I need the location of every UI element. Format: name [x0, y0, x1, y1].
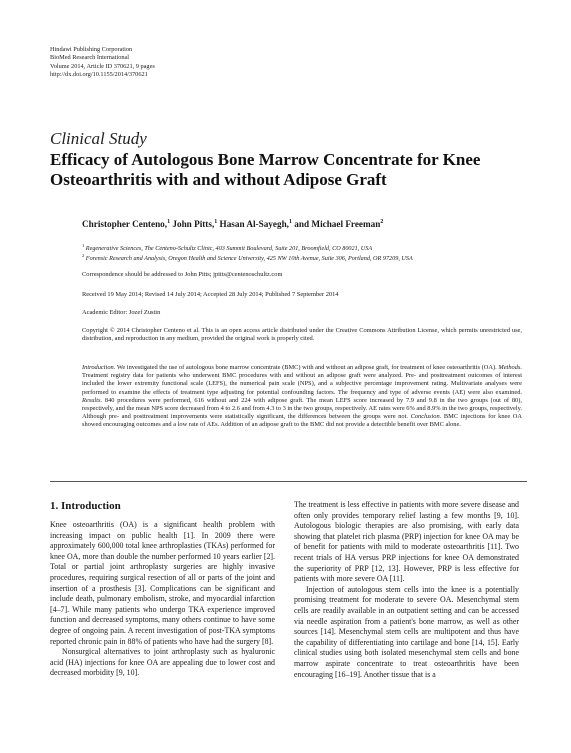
abstract-intro-label: Introduction.: [82, 364, 116, 371]
abstract-methods: Treatment registry data for patients who underwent BMC procedures with and without an adipose graft were analyzed. Pre- and posttreatment outcomes of interest included the lower extremity functional scale (LEFS), the numerical pain scale (NPS), and a subjective percentage improvement rating. Multivariate analyses were performed to examine the effects of treatment type adjusting for potential confounding factors. The frequency and type of adverse events (AE) were also examined.: [82, 372, 522, 396]
author-name: Hasan Al-Sayegh,: [219, 219, 289, 230]
body-paragraph: The treatment is less effective in patients with more severe disease and often only provides temporary relief lasting a few months [9, 10]. Autologous biologic therapies are also promising, with early data showing that platelet rich plasma (PRP) injection for knee OA may be of benefit for patients with mild to moderate osteoarthritis [11]. Two recent trials of HA versus PRP injections for knee OA demonstrated the superiority of PRP [12, 13]. However, PRP is less effective for patients with more severe OA [11].: [294, 500, 519, 584]
abstract-results: 840 procedures were performed, 616 without and 224 with adipose graft. The mean LEFS score increased by 7.9 and 9.8 in the two groups (out of 80), respectively, and the mean NPS score decreased from 4 to 2.6 and from 4.3 to 3 in the two groups, respectively. AE rates were 6% and 8.9% in the two groups, respectively. Although pre- and posttreatment improvements were statistically significant, the differences between the groups were not.: [82, 396, 522, 421]
journal-name: BioMed Research International: [50, 54, 130, 62]
publisher-name: Hindawi Publishing Corporation: [50, 46, 133, 53]
abstract-methods-label: Methods.: [498, 364, 522, 371]
affiliation-mark: 1: [82, 243, 85, 248]
author-list: [82, 219, 383, 229]
left-column: [50, 520, 275, 679]
doi-link[interactable]: http://dx.doi.org/10.1155/2014/370621: [50, 71, 148, 79]
copyright-notice: Copyright © 2014 Christopher Centeno et al. This is an open access article distributed under the Creative Commons Attribution License, which permits unrestricted use, distribution, and reproduction in any medium, provided the original work is properly cited.: [82, 327, 522, 343]
abstract: [82, 364, 522, 430]
abstract-intro: We investigated the use of autologous bone marrow concentrate (BMC) with and without an adipose graft, for treatment of knee osteoarthritis (OA).: [116, 364, 497, 371]
abstract-results-label: Results.: [82, 396, 103, 404]
author-affil-mark: 1: [214, 219, 218, 225]
author-affil-mark: 1: [288, 219, 292, 225]
author-name: and Michael Freeman: [294, 219, 381, 230]
article-title: Efficacy of Autologous Bone Marrow Concentrate for Knee Osteoarthritis with and without Adipose Graft: [50, 150, 481, 189]
academic-editor: Academic Editor: Jozef Zustin: [82, 309, 161, 316]
author-affil-mark: 2: [380, 219, 384, 225]
publisher-header: [50, 46, 155, 80]
body-paragraph: Knee osteoarthritis (OA) is a significant health problem with increasing impact on public health [1]. In 2009 there were approximately 600,000 total knee arthroplasties (TKAs) performed for knee OA, more than double the number performed 10 years earlier [2]. Total or partial joint arthroplasty surgeries are highly invasive procedures, requiring surgical resection of all or parts of the joint and insertion of a prosthesis [3]. Complications can be significant and include death, pulmonary embolism, stroke, and myocardial infarction [4–7]. While many patients who undergo TKA experience improved function and decreased symptoms, many others continue to have some degree of ongoing pain. A recent investigation of post-TKA symptoms reported chronic pain in 88% of patients who have had the surgery [8].: [50, 520, 275, 646]
article-type: Clinical Study: [50, 129, 147, 148]
body-paragraph: Injection of autologous stem cells into the knee is a potentially promising treatment for moderate to severe OA. Mesenchymal stem cells are readily available in an outpatient setting and can be accessed via needle aspiration from a patient's bone marrow, as well as other sources [14]. Mesenchymal stem cells are multipotent and thus have the capability of differentiating into cartilage and bone [14, 15]. Early clinical studies using both isolated mesenchymal stem cells and bone marrow aspirate concentrate to treat osteoarthritis have been encouraging [16–19]. Another tissue that is a: [294, 584, 519, 679]
section-divider: [50, 481, 527, 482]
affiliation-text: Forensic Research and Analysis, Oregon Health and Science University, 425 NW 10th Avenue, Suite 306, Portland, OR 97209, USA: [85, 255, 413, 263]
affiliation-text: Regenerative Sciences, The Centeno-Schultz Clinic, 403 Summit Boulevard, Suite 201, Broomfield, CO 80021, USA: [85, 245, 373, 253]
abstract-conclusion: BMC injections for knee OA showed encouraging outcomes and a low rate of AEs. Addition of an adipose graft to the BMC did not provide a detectible benefit over BMC alone.: [82, 413, 522, 429]
volume-info: Volume 2014, Article ID 370621, 9 pages: [50, 62, 155, 70]
correspondence: Correspondence should be addressed to John Pitts; jpitts@centenoschultz.com: [82, 271, 283, 278]
section-heading: 1. Introduction: [50, 500, 121, 512]
right-column: [294, 500, 519, 680]
affiliation: [82, 252, 413, 263]
publication-dates: Received 19 May 2014; Revised 14 July 2014; Accepted 28 July 2014; Published 7 September 2014: [82, 291, 339, 298]
author-name: John Pitts,: [172, 219, 215, 230]
author-affil-mark: 1: [167, 219, 171, 225]
body-paragraph: Nonsurgical alternatives to joint arthroplasty such as hyaluronic acid (HA) injections for knee OA are appealing due to lower cost and decreased morbidity [9, 10].: [50, 647, 275, 678]
author-name: Christopher Centeno,: [82, 219, 168, 230]
abstract-conclusion-label: Conclusion.: [410, 413, 442, 421]
affiliation-mark: 2: [82, 253, 85, 258]
